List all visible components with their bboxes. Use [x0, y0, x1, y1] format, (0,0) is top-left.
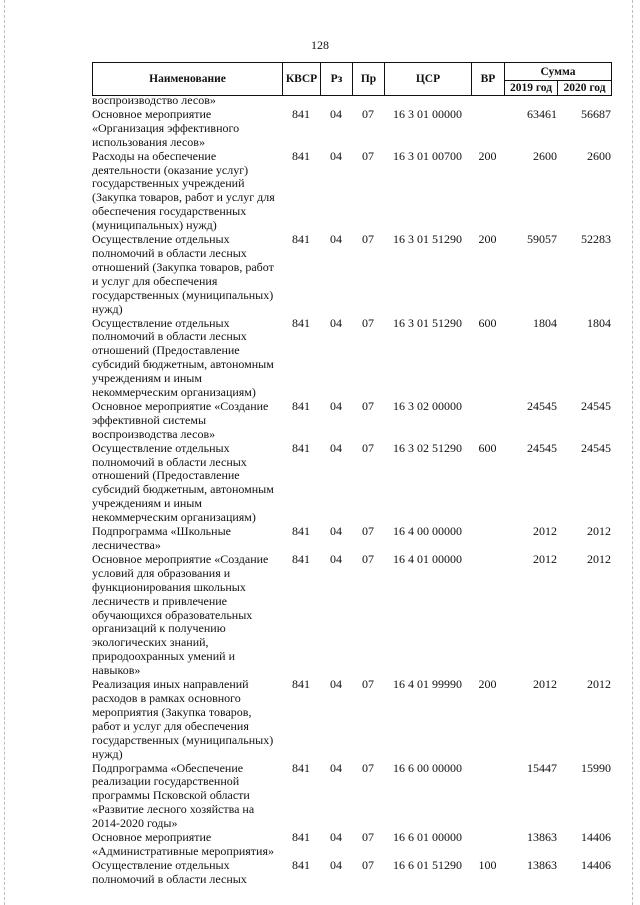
row-sum-2019: 2012	[533, 677, 557, 692]
row-kvsr: 841	[292, 232, 310, 247]
row-csr: 16 4 01 99990	[393, 677, 462, 692]
row-name: Подпрограмма «Школьные лесничества»	[92, 524, 231, 552]
row-rz: 04	[330, 760, 342, 775]
row-vr: 200	[478, 148, 497, 163]
row-name: Основное мероприятие «Создание условий для образования и функционирования школьных лесничеств и привлечение обучающихся образовательных организаций к получению экологических знаний, природоохранных умений и навыков»	[92, 551, 269, 678]
table-row	[92, 317, 611, 400]
row-sum-2019: 24545	[527, 440, 557, 455]
row-sum-2020: 14406	[581, 830, 611, 845]
header-pr: Пр	[353, 63, 385, 96]
row-kvsr: 841	[292, 551, 310, 566]
row-sum-2019: 2012	[533, 551, 557, 566]
row-sum-2020: 1804	[587, 315, 611, 330]
header-csr: ЦСР	[385, 63, 472, 96]
row-csr: 16 6 00 00000	[393, 760, 462, 775]
row-rz	[320, 94, 352, 108]
header-kvsr: КВСР	[283, 63, 321, 96]
row-name: Расходы на обеспечение деятельности (оказание услуг) государственных учреждений (Закупка товаров, работ и услуг для обеспечения государственных (муниципальных) нужд)	[92, 148, 275, 233]
row-vr	[471, 553, 504, 678]
row-pr: 07	[362, 232, 374, 247]
header-vr: ВР	[472, 63, 505, 96]
header-year-2019: 2019 год	[505, 81, 558, 96]
row-sum-2020: 24545	[581, 440, 611, 455]
row-pr: 07	[362, 148, 374, 163]
row-rz: 04	[330, 148, 342, 163]
row-sum-2019	[504, 94, 557, 108]
table-row	[92, 108, 611, 150]
row-sum-2020: 2012	[587, 524, 611, 539]
row-sum-2020: 2012	[587, 551, 611, 566]
row-vr: 600	[478, 440, 497, 455]
row-name: воспроизводство лесов»	[92, 93, 216, 107]
budget-table	[92, 94, 611, 887]
row-sum-2019: 13863	[527, 830, 557, 845]
row-vr	[471, 762, 504, 832]
row-vr	[471, 831, 504, 859]
row-rz: 04	[330, 677, 342, 692]
table-row	[92, 762, 611, 832]
header-rz: Рз	[321, 63, 353, 96]
row-sum-2019: 1804	[533, 315, 557, 330]
row-vr	[471, 400, 504, 442]
row-csr: 16 4 01 00000	[393, 551, 462, 566]
row-rz: 04	[330, 315, 342, 330]
row-sum-2020: 15990	[581, 760, 611, 775]
row-csr: 16 6 01 51290	[393, 857, 462, 872]
row-csr: 16 6 01 00000	[393, 830, 462, 845]
row-sum-2019: 59057	[527, 232, 557, 247]
row-pr: 07	[362, 857, 374, 872]
table-row	[92, 442, 611, 525]
row-vr	[471, 108, 504, 150]
row-csr: 16 3 01 00700	[393, 148, 462, 163]
row-sum-2019: 2012	[533, 524, 557, 539]
row-pr	[352, 94, 384, 108]
row-pr: 07	[362, 440, 374, 455]
left-scan-edge	[4, 0, 5, 905]
row-kvsr: 841	[292, 677, 310, 692]
row-pr: 07	[362, 315, 374, 330]
row-vr: 100	[478, 857, 497, 872]
table-row	[92, 859, 611, 887]
table-row	[92, 233, 611, 316]
row-sum-2019: 63461	[527, 106, 557, 121]
row-name: Основное мероприятие «Организация эффективного использования лесов»	[92, 106, 240, 149]
row-pr: 07	[362, 551, 374, 566]
row-vr: 600	[478, 315, 497, 330]
row-pr: 07	[362, 677, 374, 692]
table-row	[92, 400, 611, 442]
row-csr: 16 3 02 00000	[393, 398, 462, 413]
header-name: Наименование	[93, 63, 283, 96]
row-sum-2019: 24545	[527, 398, 557, 413]
row-pr: 07	[362, 106, 374, 121]
row-rz: 04	[330, 857, 342, 872]
row-sum-2020	[557, 94, 611, 108]
table-row	[92, 831, 611, 859]
row-kvsr: 841	[292, 830, 310, 845]
row-kvsr: 841	[292, 148, 310, 163]
row-vr: 200	[478, 232, 497, 247]
header-year-2020: 2020 год	[558, 81, 612, 96]
row-kvsr: 841	[292, 857, 310, 872]
table-row	[92, 150, 611, 233]
row-name: Подпрограмма «Обеспечение реализации государственной программы Псковской области «Развитие лесного хозяйства на 2014-2020 годы»	[92, 760, 255, 831]
row-sum-2020: 52283	[581, 232, 611, 247]
row-name: Осуществление отдельных полномочий в области лесных отношений (Закупка товаров, работ и услуг для обеспечения государственных (муниципальных) нужд)	[92, 232, 274, 316]
page-number: 128	[311, 38, 329, 52]
row-sum-2020: 56687	[581, 106, 611, 121]
row-kvsr: 841	[292, 760, 310, 775]
row-kvsr: 841	[292, 524, 310, 539]
row-vr	[471, 94, 504, 108]
table-row	[92, 678, 611, 761]
row-name: Осуществление отдельных полномочий в области лесных отношений (Предоставление субсидий бюджетным, автономным учреждениям и иным некоммерческим организациям)	[92, 440, 274, 525]
table-row	[92, 94, 611, 108]
row-sum-2020: 14406	[581, 857, 611, 872]
row-kvsr: 841	[292, 315, 310, 330]
table-row	[92, 525, 611, 553]
row-sum-2019: 15447	[527, 760, 557, 775]
right-scan-edge	[632, 0, 633, 905]
row-sum-2020: 2012	[587, 677, 611, 692]
row-rz: 04	[330, 232, 342, 247]
row-rz: 04	[330, 551, 342, 566]
table-header	[92, 62, 612, 96]
row-rz: 04	[330, 524, 342, 539]
row-name: Основное мероприятие «Создание эффективной системы воспроизводства лесов»	[92, 398, 269, 441]
row-csr: 16 3 01 00000	[393, 106, 462, 121]
row-name: Основное мероприятие «Административные мероприятия»	[92, 830, 274, 858]
row-rz: 04	[330, 440, 342, 455]
row-csr: 16 3 02 51290	[393, 440, 462, 455]
row-kvsr: 841	[292, 398, 310, 413]
row-sum-2019: 2600	[533, 148, 557, 163]
header-sum: Сумма	[505, 63, 612, 81]
table-row	[92, 553, 611, 678]
row-pr: 07	[362, 760, 374, 775]
row-name: Осуществление отдельных полномочий в области лесных отношений (Предоставление субсидий бюджетным, автономным учреждениям и иным некоммерческим организациям)	[92, 315, 274, 400]
row-name: Осуществление отдельных полномочий в области лесных	[92, 857, 247, 886]
row-csr: 16 3 01 51290	[393, 315, 462, 330]
row-rz: 04	[330, 106, 342, 121]
row-kvsr: 841	[292, 440, 310, 455]
row-name: Реализация иных направлений расходов в рамках основного мероприятия (Закупка товаров, работ и услуг для обеспечения государственных (муниципальных) нужд)	[92, 677, 274, 761]
row-sum-2019: 13863	[527, 857, 557, 872]
row-kvsr: 841	[292, 106, 310, 121]
row-pr: 07	[362, 398, 374, 413]
row-csr	[384, 94, 471, 108]
row-rz: 04	[330, 830, 342, 845]
row-csr: 16 3 01 51290	[393, 232, 462, 247]
row-sum-2020: 24545	[581, 398, 611, 413]
row-rz: 04	[330, 398, 342, 413]
row-vr	[471, 525, 504, 553]
row-kvsr	[282, 94, 320, 108]
row-pr: 07	[362, 830, 374, 845]
row-sum-2020: 2600	[587, 148, 611, 163]
row-pr: 07	[362, 524, 374, 539]
row-csr: 16 4 00 00000	[393, 524, 462, 539]
row-vr: 200	[478, 677, 497, 692]
